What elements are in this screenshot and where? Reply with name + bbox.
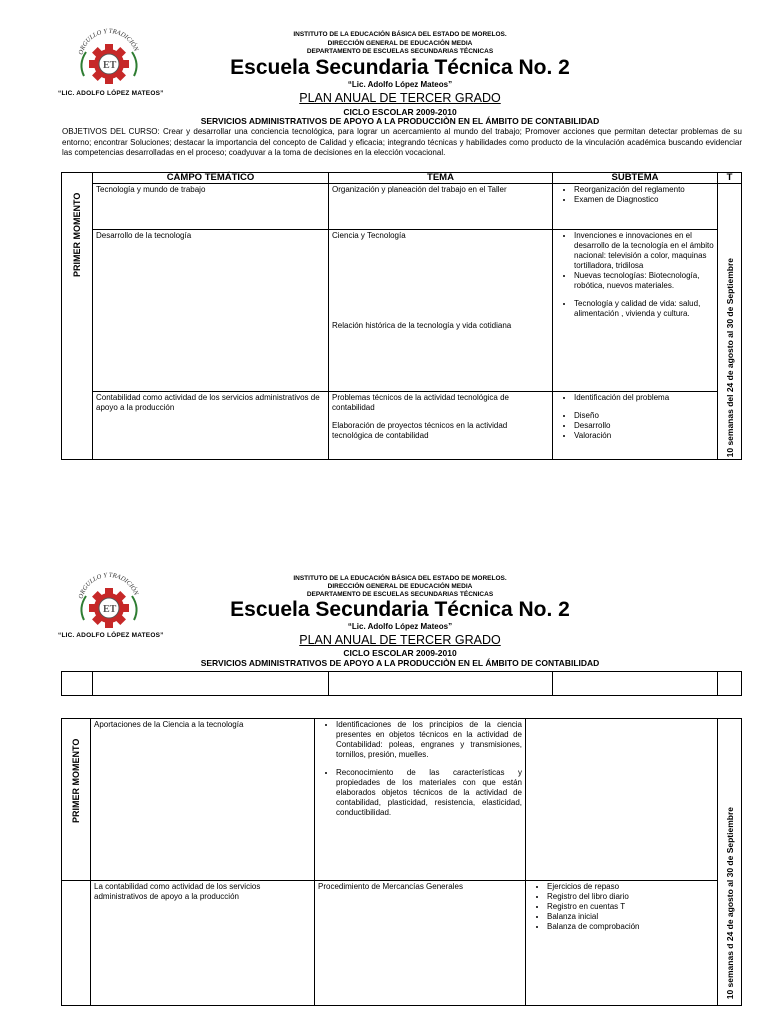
list-item: • Tecnología y calidad de vida: salud, alimentación , vivienda y cultura. [574,299,714,319]
tema-text: Relación histórica de la tecnología y vida cotidiana [332,321,512,330]
svg-text:ET: ET [103,60,117,71]
tema-cell [329,392,553,460]
moment-cell [62,719,91,881]
subtema-cell [553,392,718,460]
plan-title: PLAN ANUAL DE TERCER GRADO [299,633,501,647]
list-item: • Reorganización del reglamento [574,185,714,195]
seal-caption: “LIC. ADOLFO LÓPEZ MATEOS” [58,632,164,639]
empty-cell [62,881,91,1006]
tema-text: Elaboración de proyectos técnicos en la actividad tecnológica de contabilidad [332,421,508,440]
campo-cell: La contabilidad como actividad de los servicios administrativos de apoyo a la producción [91,881,315,1006]
services-title: SERVICIOS ADMINISTRATIVOS DE APOYO A LA PRODUCCIÒN EN EL ÁMBITO DE CONTABILIDAD [200,116,600,126]
campo-cell: Desarrollo de la tecnología [93,230,329,392]
services-title: SERVICIOS ADMINISTRATIVOS DE APOYO A LA PRODUCCIÒN EN EL ÁMBITO DE CONTABILIDAD [200,658,600,668]
school-title: Escuela Secundaria Técnica No. 2 [230,56,570,79]
school-cycle: CICLO ESCOLAR 2009-2010 [343,107,457,117]
school-patron: “Lic. Adolfo López Mateos” [347,80,453,89]
tema-cell [315,719,526,881]
time-label: 10 semanas d 24 de agosto al 30 de Septiembre [724,806,735,999]
list-item: • Diseño [574,411,714,421]
campo-cell: Contabilidad como actividad de los servicios administrativos de apoyo a la producción [93,392,329,460]
empty-cell [62,672,93,696]
campo-cell: Tecnología y mundo de trabajo [93,184,329,230]
moment-label: PRIMER MOMENTO [71,738,81,823]
header-tema: TEMA [329,173,553,184]
tema-cell: Organización y planeación del trabajo en el Taller [329,184,553,230]
seal-motto: ORGULLO Y TRADICIÓN [77,27,140,56]
list-item: • Balanza de comprobación [547,922,714,932]
list-item: • Desarrollo [574,421,714,431]
list-item: • Registro en cuentas T [547,902,714,912]
list-item: • Reconocimiento de las características y propiedades de los materiales con que están elaborados objetos técnicos de la actividad de contabilidad, plasticidad, resistencia, elasticidad, conductibilidad. [336,768,522,818]
time-cell [718,719,742,1006]
tema-text: Problemas técnicos de la actividad tecnológica de contabilidad [332,393,509,412]
empty-cell [329,672,553,696]
school-seal-icon [74,24,144,94]
seal-motto: ORGULLO Y TRADICIÓN [77,571,140,600]
header-time: T [718,173,742,184]
plan-title: PLAN ANUAL DE TERCER GRADO [299,91,501,105]
campo-cell: Aportaciones de la Ciencia a la tecnología [91,719,315,881]
list-item: • Identificación del problema [574,393,714,403]
plan-table-2 [61,718,742,1006]
school-seal-icon [74,568,144,638]
header-subtema: SUBTEMA [553,173,718,184]
svg-text:ET: ET [103,604,117,615]
empty-cell [553,672,718,696]
subtema-cell [553,230,718,392]
header-campo: CAMPO TEMÁTICO [93,173,329,184]
empty-cell [526,719,718,881]
subtema-cell [553,184,718,230]
institute-name: INSTITUTO DE LA EDUCACIÓN BÁSICA DEL ESTADO DE MORELOS. [293,31,507,38]
list-item: • Ejercicios de repaso [547,882,714,892]
list-item: • Valoración [574,431,714,441]
list-item: • Examen de Diagnostico [574,195,714,205]
subtema-cell [526,881,718,1006]
school-title: Escuela Secundaria Técnica No. 2 [230,598,570,621]
time-label: 10 semanas del 24 de agosto al 30 de Septiembre [724,257,735,457]
list-item: • Identificaciones de los principios de la ciencia presentes en objetos técnicos en la actividad de Contabilidad: poleas, engranes y transmisiones, tornillos, presión, muelles. [336,720,522,760]
school-cycle: CICLO ESCOLAR 2009-2010 [343,648,457,658]
direction-name: DIRECCIÓN GENERAL DE EDUCACIÓN MEDIA [327,40,473,47]
seal-caption: “LIC. ADOLFO LÓPEZ MATEOS” [58,90,164,97]
empty-cell [93,672,329,696]
moment-label: PRIMER MOMENTO [72,192,82,277]
list-item: • Invenciones e innovaciones en el desarrollo de la tecnología en el ámbito nacional: televisión a color, maquinas tortilladora, tridilosa [574,231,714,271]
list-item: • Nuevas tecnologías: Biotecnología, robótica, nuevos materiales. [574,271,714,291]
plan-table-1 [61,172,742,460]
school-patron: “Lic. Adolfo López Mateos” [347,622,453,631]
department-name: DEPARTAMENTO DE ESCUELAS SECUNDARIAS TÉCNICAS [306,591,494,598]
list-item: • Balanza inicial [547,912,714,922]
tema-cell: Procedimiento de Mercancías Generales [315,881,526,1006]
empty-header-table [61,671,742,696]
direction-name: DIRECCIÓN GENERAL DE EDUCACIÓN MEDIA [327,583,473,590]
empty-cell [718,672,742,696]
moment-cell [62,173,93,460]
institute-name: INSTITUTO DE LA EDUCACIÓN BÁSICA DEL ESTADO DE MORELOS. [293,575,507,582]
department-name: DEPARTAMENTO DE ESCUELAS SECUNDARIAS TÉCNICAS [306,48,494,55]
time-cell [718,184,742,460]
tema-text: Ciencia y Tecnología [332,231,406,240]
course-objectives: OBJETIVOS DEL CURSO: Crear y desarrollar una conciencia tecnológica, para lograr un acercamiento al mundo del trabajo; Promover acciones que permitan detectar problemas de su entorno; encontrar Soluciones; destacar la importancia del concepto de Calidad y eficacia; integrando técnicas y habilidades como producto de la vinculación académica buscando evidenciar las competencias desarrolladas en el proceso; coadyuvar a la toma de decisiones en la elección vocacional. [62,127,742,158]
list-item: • Registro del libro diario [547,892,714,902]
tema-cell [329,230,553,392]
